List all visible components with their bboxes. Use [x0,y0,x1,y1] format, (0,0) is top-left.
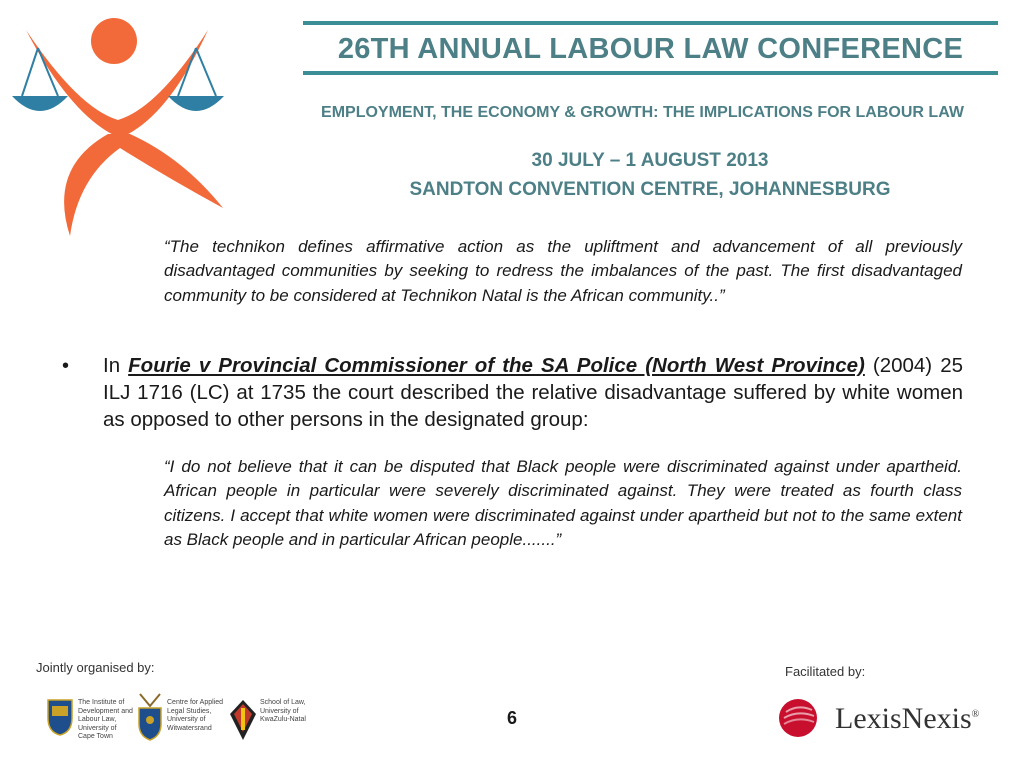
court-quote: “I do not believe that it can be disputed that Black people were discriminated against under apartheid. African people in particular were severely discriminated against. They were treated as fourth class citizens. I accept that white women were discriminated against under apartheid but not to the same extent as Black people and in particular African people.......” [164,457,962,549]
conference-title: 26TH ANNUAL LABOUR LAW CONFERENCE [337,33,964,65]
bullet-lead: In [103,354,129,377]
uct-crest-icon [46,698,74,736]
bullet-point: • [62,355,70,377]
institution-uct: The Institute of Development and Labour Law, University of Cape Town [78,699,133,740]
lexisnexis-wordmark [835,702,979,736]
institution-ukzn: School of Law, University of KwaZulu-Natal [260,699,306,723]
header-top-rule [303,21,998,25]
page-number: 6 [506,708,517,728]
registered-mark: ® [971,709,980,720]
institution-wits: Centre for Applied Legal Studies, University of Witwatersrand [167,699,224,732]
header-bottom-rule [303,71,998,75]
ukzn-crest-icon [228,698,258,744]
jointly-organised-label: Jointly organised by: [36,660,155,675]
conference-logo [8,8,228,236]
bullet-paragraph [103,352,963,433]
lexisnexis-logo-icon [778,698,818,738]
facilitated-by-label: Facilitated by: [785,664,866,679]
bullet-rest: (2004) 25 ILJ 1716 (LC) at 1735 the court described the relative disadvantage suffered by white women as opposed to other persons in the designated group: [103,354,963,431]
case-citation: Fourie v Provincial Commissioner of the SA Police (North West Province) [128,354,865,377]
technikon-quote: “The technikon defines affirmative action as the upliftment and advancement of all previously disadvantaged communities by seeking to redress the imbalances of the past. The first disadvantaged community to be considered at Technikon Natal is the African community..” [164,237,962,305]
lexisnexis-name: LexisNexis [835,702,972,735]
conference-dates: 30 JULY – 1 AUGUST 2013 [531,150,769,171]
conference-theme: EMPLOYMENT, THE ECONOMY & GROWTH: THE IMPLICATIONS FOR LABOUR LAW [321,104,964,121]
wits-crest-icon [136,692,164,742]
conference-venue: SANDTON CONVENTION CENTRE, JOHANNESBURG [409,179,891,200]
